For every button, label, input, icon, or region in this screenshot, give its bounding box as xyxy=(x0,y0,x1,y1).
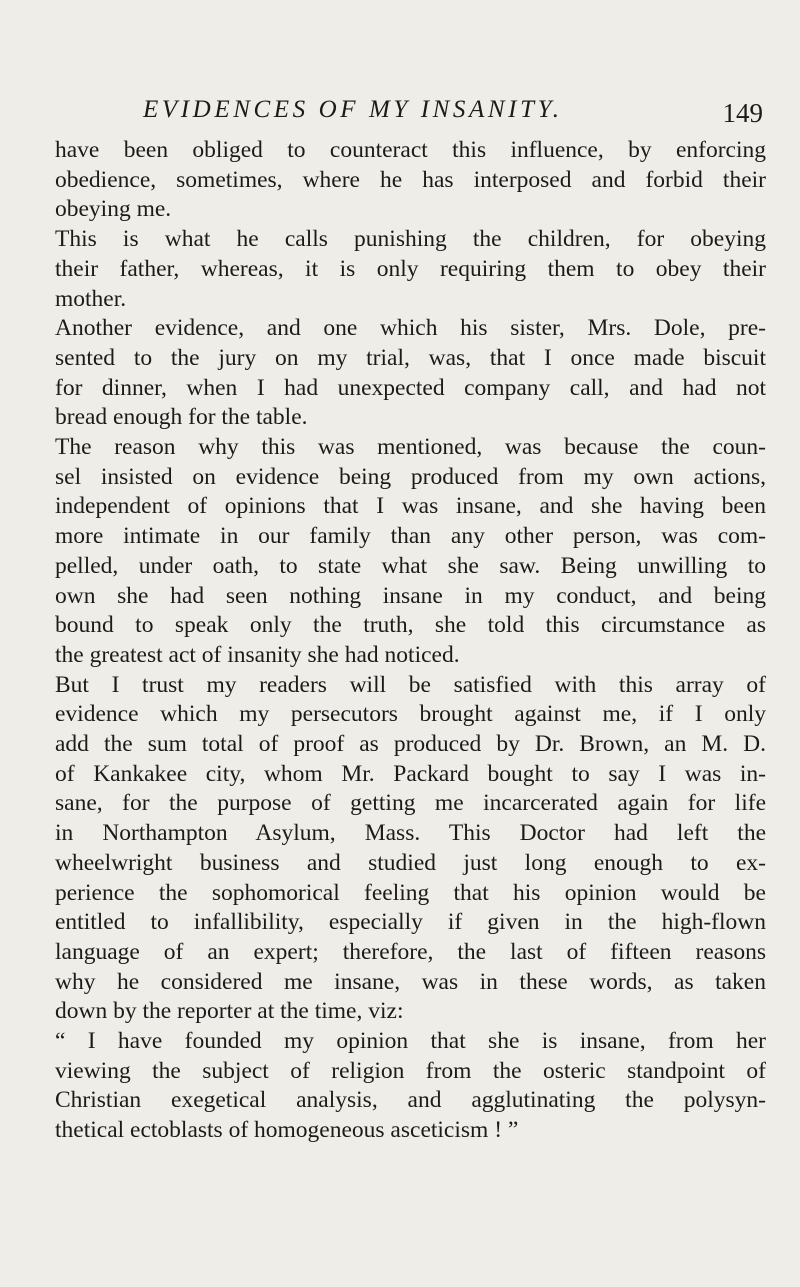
text-line: down by the reporter at the time, viz: xyxy=(55,998,404,1025)
text-line: of Kankakee city, whom Mr. Packard bought to say I was in- xyxy=(55,760,766,787)
text-line: “ I have founded my opinion that she is insane, from her xyxy=(55,1028,766,1054)
text-line: perience the sophomorical feeling that his opinion would be xyxy=(55,879,766,906)
text-line: sane, for the purpose of getting me incarcerated again for life xyxy=(55,790,766,817)
text-line: why he considered me insane, was in these words, as taken xyxy=(55,968,766,995)
text-line: have been obliged to counteract this influence, by enforcing xyxy=(55,137,766,163)
text-line: This is what he calls punishing the children, for obeying xyxy=(55,226,766,253)
text-line: in Northampton Asylum, Mass. This Doctor had left the xyxy=(55,820,766,847)
text-line: for dinner, when I had unexpected company call, and had not xyxy=(55,374,766,401)
text-line: independent of opinions that I was insane, and she having been xyxy=(55,493,766,520)
text-line: viewing the subject of religion from the osteric standpoint of xyxy=(55,1057,766,1084)
text-line: Christian exegetical analysis, and agglutinating the polysyn- xyxy=(55,1087,766,1114)
page-number: 149 xyxy=(722,98,763,128)
text-line: the greatest act of insanity she had noticed. xyxy=(55,641,460,668)
text-line: bread enough for the table. xyxy=(55,404,308,431)
text-line: obeying me. xyxy=(55,196,172,223)
text-line: more intimate in our family than any other person, was com- xyxy=(55,523,766,550)
text-line: sel insisted on evidence being produced from my own actions, xyxy=(55,463,766,490)
text-line: sented to the jury on my trial, was, that I once made biscuit xyxy=(55,344,766,371)
text-line: mother. xyxy=(55,285,127,312)
text-line: thetical ectoblasts of homogeneous asceticism ! ” xyxy=(55,1117,519,1144)
text-line: pelled, under oath, to state what she saw. Being unwilling to xyxy=(55,552,766,579)
text-line: their father, whereas, it is only requiring them to obey their xyxy=(55,255,766,282)
text-line: entitled to infallibility, especially if given in the high-flown xyxy=(55,909,766,936)
text-line: But I trust my readers will be satisfied with this array of xyxy=(55,671,766,698)
text-line: evidence which my persecutors brought against me, if I only xyxy=(55,701,766,728)
text-line: add the sum total of proof as produced by Dr. Brown, an M. D. xyxy=(55,731,766,757)
text-line: wheelwright business and studied just long enough to ex- xyxy=(55,849,766,876)
text-line: obedience, sometimes, where he has interposed and forbid their xyxy=(55,166,766,193)
text-line: bound to speak only the truth, she told this circumstance as xyxy=(55,612,766,639)
running-title: EVIDENCES OF MY INSANITY. xyxy=(143,96,563,123)
text-line: own she had seen nothing insane in my conduct, and being xyxy=(55,582,766,609)
text-line: Another evidence, and one which his sister, Mrs. Dole, pre- xyxy=(55,315,766,342)
running-head xyxy=(143,96,763,132)
text-line: The reason why this was mentioned, was because the coun- xyxy=(55,434,766,460)
text-line: language of an expert; therefore, the last of fifteen reasons xyxy=(55,938,766,965)
